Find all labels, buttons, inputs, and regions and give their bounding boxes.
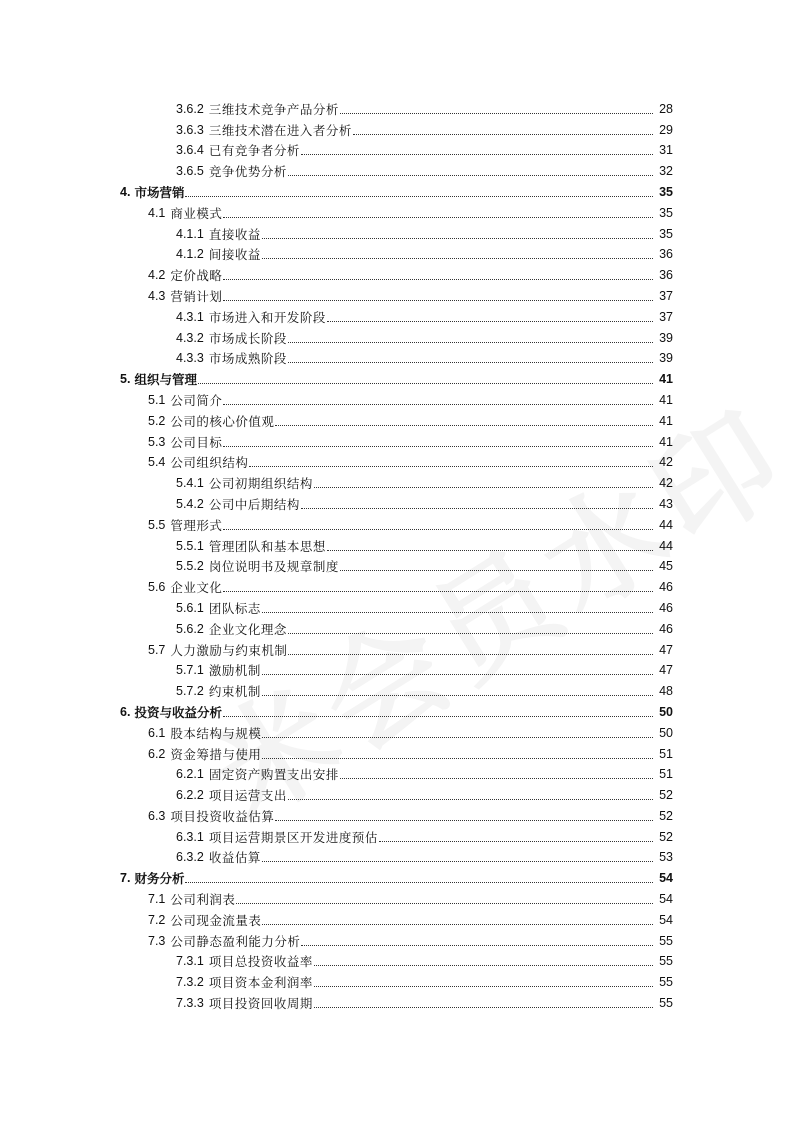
toc-entry[interactable] bbox=[0, 699, 794, 720]
toc-entry[interactable] bbox=[0, 387, 794, 408]
toc-dot-leader bbox=[301, 153, 653, 155]
toc-entry-page: 52 bbox=[659, 788, 673, 803]
toc-dot-leader bbox=[198, 382, 653, 384]
toc-entry-page: 47 bbox=[659, 642, 673, 657]
toc-entry-number: 4.3 bbox=[148, 288, 166, 303]
toc-entry-title: 公司现金流量表 bbox=[170, 912, 262, 928]
toc-entry-title: 市场成长阶段 bbox=[208, 330, 287, 346]
toc-entry[interactable] bbox=[0, 408, 794, 429]
toc-entry-number: 6.3.2 bbox=[176, 850, 204, 865]
toc-dot-leader bbox=[223, 715, 653, 717]
toc-dot-leader bbox=[249, 465, 653, 467]
toc-dot-leader bbox=[275, 424, 653, 426]
toc-entry-number: 3.6.3 bbox=[176, 122, 204, 137]
toc-dot-leader bbox=[275, 819, 653, 821]
toc-entry-title: 市场营销 bbox=[134, 184, 185, 200]
toc-dot-leader bbox=[314, 486, 653, 488]
toc-dot-leader bbox=[262, 736, 653, 738]
toc-entry-page: 52 bbox=[659, 808, 673, 823]
toc-entry-page: 36 bbox=[659, 247, 673, 262]
toc-entry[interactable] bbox=[0, 762, 794, 783]
toc-entry[interactable] bbox=[0, 366, 794, 387]
toc-entry-page: 47 bbox=[659, 663, 673, 678]
toc-entry-title: 已有竞争者分析 bbox=[208, 143, 300, 159]
toc-entry[interactable] bbox=[0, 242, 794, 263]
toc-entry-title: 市场进入和开发阶段 bbox=[208, 309, 326, 325]
toc-entry-title: 公司利润表 bbox=[170, 892, 236, 908]
toc-entry-page: 46 bbox=[659, 600, 673, 615]
toc-entry-title: 三维技术竞争产品分析 bbox=[208, 101, 339, 117]
toc-entry-number: 5.5.1 bbox=[176, 538, 204, 553]
toc-entry[interactable] bbox=[0, 782, 794, 803]
toc-entry-title: 团队标志 bbox=[208, 600, 261, 616]
toc-entry-page: 35 bbox=[659, 184, 673, 199]
toc-entry-title: 项目总投资收益率 bbox=[208, 954, 313, 970]
toc-dot-leader bbox=[288, 341, 653, 343]
toc-entry-title: 约束机制 bbox=[208, 684, 261, 700]
toc-entry-title: 岗位说明书及规章制度 bbox=[208, 559, 339, 575]
toc-entry-title: 间接收益 bbox=[208, 247, 261, 263]
toc-entry[interactable] bbox=[0, 325, 794, 346]
toc-entry-number: 7.3 bbox=[148, 933, 166, 948]
toc-entry[interactable] bbox=[0, 429, 794, 450]
toc-entry-title: 资金筹措与使用 bbox=[170, 746, 262, 762]
toc-dot-leader bbox=[262, 611, 653, 613]
toc-entry[interactable] bbox=[0, 845, 794, 866]
toc-entry-page: 37 bbox=[659, 288, 673, 303]
toc-entry[interactable] bbox=[0, 470, 794, 491]
toc-entry-number: 4.1 bbox=[148, 205, 166, 220]
toc-entry-number: 3.6.2 bbox=[176, 101, 204, 116]
toc-entry-number: 6.2.2 bbox=[176, 788, 204, 803]
toc-entry-number: 4.3.2 bbox=[176, 330, 204, 345]
toc-entry-page: 39 bbox=[659, 330, 673, 345]
toc-entry-number: 4.1.1 bbox=[176, 226, 204, 241]
toc-dot-leader bbox=[353, 133, 653, 135]
toc-entry-title: 项目资本金利润率 bbox=[208, 975, 313, 991]
toc-dot-leader bbox=[223, 590, 653, 592]
toc-entry[interactable] bbox=[0, 304, 794, 325]
toc-entry-page: 43 bbox=[659, 496, 673, 511]
toc-entry[interactable] bbox=[0, 720, 794, 741]
toc-entry-page: 42 bbox=[659, 476, 673, 491]
toc-entry[interactable] bbox=[0, 928, 794, 949]
toc-entry-page: 45 bbox=[659, 559, 673, 574]
toc-entry-page: 39 bbox=[659, 351, 673, 366]
toc-entry[interactable] bbox=[0, 117, 794, 138]
toc-entry-number: 7.1 bbox=[148, 892, 166, 907]
toc-dot-leader bbox=[288, 361, 653, 363]
toc-dot-leader bbox=[262, 694, 653, 696]
toc-dot-leader bbox=[262, 860, 653, 862]
toc-entry-title: 公司中后期结构 bbox=[208, 496, 300, 512]
toc-entry-title: 收益估算 bbox=[208, 850, 261, 866]
toc-entry[interactable] bbox=[0, 637, 794, 658]
toc-dot-leader bbox=[262, 257, 653, 259]
toc-entry-title: 管理团队和基本思想 bbox=[208, 538, 326, 554]
toc-entry-number: 6.2 bbox=[148, 746, 166, 761]
toc-entry-number: 5. bbox=[120, 372, 131, 387]
toc-entry-page: 50 bbox=[659, 704, 673, 719]
toc-entry-number: 5.7.2 bbox=[176, 684, 204, 699]
toc-dot-leader bbox=[223, 278, 653, 280]
toc-entry-title: 财务分析 bbox=[134, 871, 185, 887]
toc-entry-title: 项目投资回收周期 bbox=[208, 996, 313, 1012]
toc-dot-leader bbox=[340, 569, 653, 571]
toc-entry-title: 组织与管理 bbox=[134, 372, 197, 388]
toc-entry-page: 44 bbox=[659, 538, 673, 553]
toc-entry[interactable] bbox=[0, 824, 794, 845]
toc-entry-title: 人力激励与约束机制 bbox=[170, 642, 288, 658]
toc-entry[interactable] bbox=[0, 554, 794, 575]
toc-entry[interactable] bbox=[0, 450, 794, 471]
toc-entry-number: 4.3.1 bbox=[176, 309, 204, 324]
toc-entry-title: 公司简介 bbox=[170, 392, 223, 408]
toc-dot-leader bbox=[301, 944, 653, 946]
toc-dot-leader bbox=[340, 777, 653, 779]
toc-entry[interactable] bbox=[0, 158, 794, 179]
toc-dot-leader bbox=[223, 299, 653, 301]
toc-entry-title: 市场成熟阶段 bbox=[208, 351, 287, 367]
toc-entry-page: 46 bbox=[659, 621, 673, 636]
toc-entry-title: 项目运营期景区开发进度预估 bbox=[208, 829, 378, 845]
toc-entry-page: 48 bbox=[659, 684, 673, 699]
toc-entry[interactable] bbox=[0, 803, 794, 824]
toc-entry-number: 4.1.2 bbox=[176, 247, 204, 262]
toc-entry-page: 41 bbox=[659, 372, 673, 387]
toc-dot-leader bbox=[223, 445, 653, 447]
toc-entry-title: 公司的核心价值观 bbox=[170, 413, 275, 429]
toc-entry-page: 41 bbox=[659, 392, 673, 407]
toc-entry-title: 商业模式 bbox=[170, 205, 223, 221]
toc-entry-number: 3.6.5 bbox=[176, 164, 204, 179]
toc-entry-title: 公司初期组织结构 bbox=[208, 476, 313, 492]
toc-entry-number: 7.3.1 bbox=[176, 954, 204, 969]
toc-dot-leader bbox=[185, 195, 653, 197]
toc-entry-title: 股本结构与规模 bbox=[170, 725, 262, 741]
toc-entry-page: 35 bbox=[659, 205, 673, 220]
toc-entry-number: 3.6.4 bbox=[176, 143, 204, 158]
toc-entry-page: 55 bbox=[659, 954, 673, 969]
toc-entry-title: 公司组织结构 bbox=[170, 455, 249, 471]
toc-entry-title: 公司静态盈利能力分析 bbox=[170, 933, 301, 949]
toc-entry-number: 7.3.3 bbox=[176, 996, 204, 1011]
toc-entry-number: 4. bbox=[120, 184, 131, 199]
toc-entry-number: 5.4 bbox=[148, 455, 166, 470]
toc-dot-leader bbox=[288, 174, 653, 176]
toc-entry-number: 7. bbox=[120, 871, 131, 886]
toc-entry-number: 5.4.1 bbox=[176, 476, 204, 491]
toc-dot-leader bbox=[340, 112, 653, 114]
toc-entry-title: 固定资产购置支出安排 bbox=[208, 767, 339, 783]
toc-entry-title: 公司目标 bbox=[170, 434, 223, 450]
toc-entry[interactable] bbox=[0, 865, 794, 886]
toc-dot-leader bbox=[223, 403, 653, 405]
toc-entry[interactable] bbox=[0, 533, 794, 554]
toc-entry-title: 项目投资收益估算 bbox=[170, 808, 275, 824]
toc-entry[interactable] bbox=[0, 346, 794, 367]
toc-dot-leader bbox=[262, 923, 653, 925]
toc-entry-number: 6.2.1 bbox=[176, 767, 204, 782]
toc-entry-number: 5.6 bbox=[148, 580, 166, 595]
toc-entry-title: 项目运营支出 bbox=[208, 788, 287, 804]
toc-entry[interactable] bbox=[0, 96, 794, 117]
toc-entry-number: 4.3.3 bbox=[176, 351, 204, 366]
toc-entry[interactable] bbox=[0, 969, 794, 990]
toc-entry-page: 46 bbox=[659, 580, 673, 595]
toc-entry-number: 5.6.1 bbox=[176, 600, 204, 615]
toc-entry-title: 企业文化理念 bbox=[208, 621, 287, 637]
toc-dot-leader bbox=[314, 964, 653, 966]
toc-entry-page: 41 bbox=[659, 413, 673, 428]
toc-entry-number: 5.7 bbox=[148, 642, 166, 657]
toc-entry[interactable] bbox=[0, 262, 794, 283]
toc-dot-leader bbox=[327, 320, 653, 322]
toc-entry[interactable] bbox=[0, 138, 794, 159]
toc-entry-page: 52 bbox=[659, 829, 673, 844]
toc-entry-number: 5.7.1 bbox=[176, 663, 204, 678]
toc-dot-leader bbox=[185, 881, 653, 883]
toc-dot-leader bbox=[288, 798, 653, 800]
toc-entry-page: 55 bbox=[659, 933, 673, 948]
toc-entry-title: 直接收益 bbox=[208, 226, 261, 242]
toc-dot-leader bbox=[262, 757, 653, 759]
toc-entry-title: 企业文化 bbox=[170, 580, 223, 596]
toc-entry-title: 投资与收益分析 bbox=[134, 704, 222, 720]
toc-entry[interactable] bbox=[0, 658, 794, 679]
toc-entry[interactable] bbox=[0, 221, 794, 242]
toc-entry-number: 7.2 bbox=[148, 912, 166, 927]
toc-dot-leader bbox=[288, 632, 653, 634]
toc-entry[interactable] bbox=[0, 907, 794, 928]
toc-entry[interactable] bbox=[0, 990, 794, 1011]
toc-entry-page: 55 bbox=[659, 996, 673, 1011]
toc-dot-leader bbox=[236, 902, 653, 904]
toc-entry[interactable] bbox=[0, 574, 794, 595]
toc-entry[interactable] bbox=[0, 886, 794, 907]
toc-dot-leader bbox=[301, 507, 653, 509]
toc-dot-leader bbox=[262, 673, 653, 675]
toc-entry-title: 激励机制 bbox=[208, 663, 261, 679]
toc-dot-leader bbox=[327, 549, 653, 551]
toc-dot-leader bbox=[262, 237, 653, 239]
toc-entry-number: 6.3 bbox=[148, 808, 166, 823]
toc-entry[interactable] bbox=[0, 949, 794, 970]
toc-entry-title: 三维技术潜在进入者分析 bbox=[208, 122, 352, 138]
toc-entry[interactable] bbox=[0, 616, 794, 637]
toc-dot-leader bbox=[314, 1006, 653, 1008]
toc-entry-title: 竞争优势分析 bbox=[208, 164, 287, 180]
toc-entry[interactable] bbox=[0, 512, 794, 533]
toc-entry-page: 31 bbox=[659, 143, 673, 158]
toc-entry-page: 44 bbox=[659, 517, 673, 532]
toc-entry-page: 55 bbox=[659, 975, 673, 990]
toc-entry-number: 6.1 bbox=[148, 725, 166, 740]
toc-entry[interactable] bbox=[0, 200, 794, 221]
toc-dot-leader bbox=[288, 653, 653, 655]
toc-entry[interactable] bbox=[0, 179, 794, 200]
toc-entry-number: 5.6.2 bbox=[176, 621, 204, 636]
toc-entry[interactable] bbox=[0, 595, 794, 616]
toc-entry[interactable] bbox=[0, 283, 794, 304]
toc-entry-number: 6.3.1 bbox=[176, 829, 204, 844]
toc-entry-page: 37 bbox=[659, 309, 673, 324]
toc-entry-page: 54 bbox=[659, 892, 673, 907]
toc-dot-leader bbox=[223, 528, 653, 530]
toc-entry-page: 29 bbox=[659, 122, 673, 137]
toc-entry-page: 32 bbox=[659, 164, 673, 179]
toc-entry-number: 5.1 bbox=[148, 392, 166, 407]
toc-entry-number: 7.3.2 bbox=[176, 975, 204, 990]
toc-entry[interactable] bbox=[0, 741, 794, 762]
toc-entry-number: 5.5 bbox=[148, 517, 166, 532]
table-of-contents bbox=[0, 96, 794, 1011]
toc-entry-page: 51 bbox=[659, 746, 673, 761]
toc-dot-leader bbox=[314, 985, 653, 987]
toc-entry-page: 36 bbox=[659, 268, 673, 283]
toc-entry-number: 6. bbox=[120, 704, 131, 719]
toc-entry-page: 41 bbox=[659, 434, 673, 449]
toc-entry-page: 28 bbox=[659, 101, 673, 116]
toc-entry-page: 42 bbox=[659, 455, 673, 470]
toc-entry-page: 51 bbox=[659, 767, 673, 782]
toc-entry-number: 5.4.2 bbox=[176, 496, 204, 511]
toc-dot-leader bbox=[223, 216, 653, 218]
toc-entry-title: 定价战略 bbox=[170, 268, 223, 284]
toc-entry[interactable] bbox=[0, 491, 794, 512]
toc-entry-page: 35 bbox=[659, 226, 673, 241]
toc-entry-page: 50 bbox=[659, 725, 673, 740]
toc-entry-page: 54 bbox=[659, 912, 673, 927]
toc-entry-title: 管理形式 bbox=[170, 517, 223, 533]
toc-entry-number: 5.2 bbox=[148, 413, 166, 428]
toc-entry-page: 54 bbox=[659, 871, 673, 886]
toc-entry-number: 4.2 bbox=[148, 268, 166, 283]
toc-entry-number: 5.3 bbox=[148, 434, 166, 449]
toc-entry-title: 营销计划 bbox=[170, 288, 223, 304]
toc-entry[interactable] bbox=[0, 678, 794, 699]
toc-entry-number: 5.5.2 bbox=[176, 559, 204, 574]
toc-entry-page: 53 bbox=[659, 850, 673, 865]
toc-dot-leader bbox=[379, 840, 653, 842]
